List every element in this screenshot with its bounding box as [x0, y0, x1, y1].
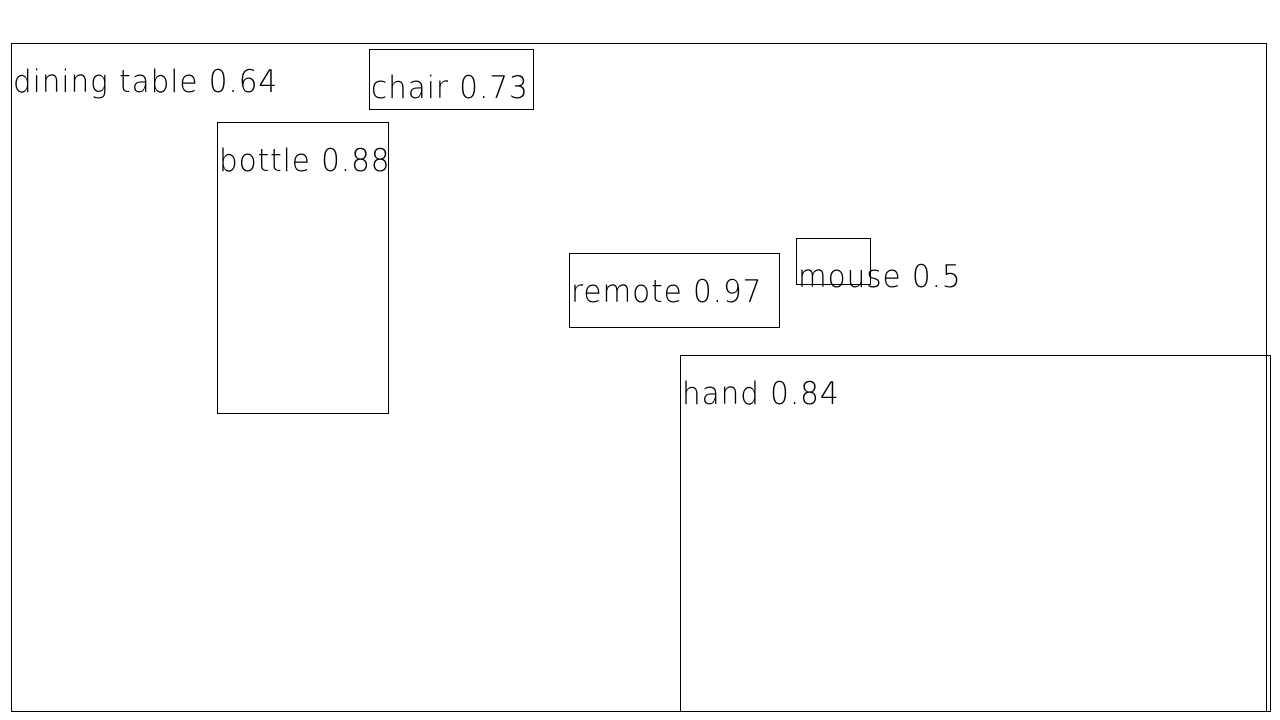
detection-label-dining-table: dining table 0.64 — [13, 64, 279, 100]
detection-label-hand: hand 0.84 — [682, 376, 840, 412]
detection-label-mouse: mouse 0.5 — [798, 259, 962, 295]
detection-label-remote: remote 0.97 — [571, 274, 763, 310]
detection-label-chair: chair 0.73 — [371, 70, 529, 106]
detection-label-bottle: bottle 0.88 — [219, 143, 391, 179]
